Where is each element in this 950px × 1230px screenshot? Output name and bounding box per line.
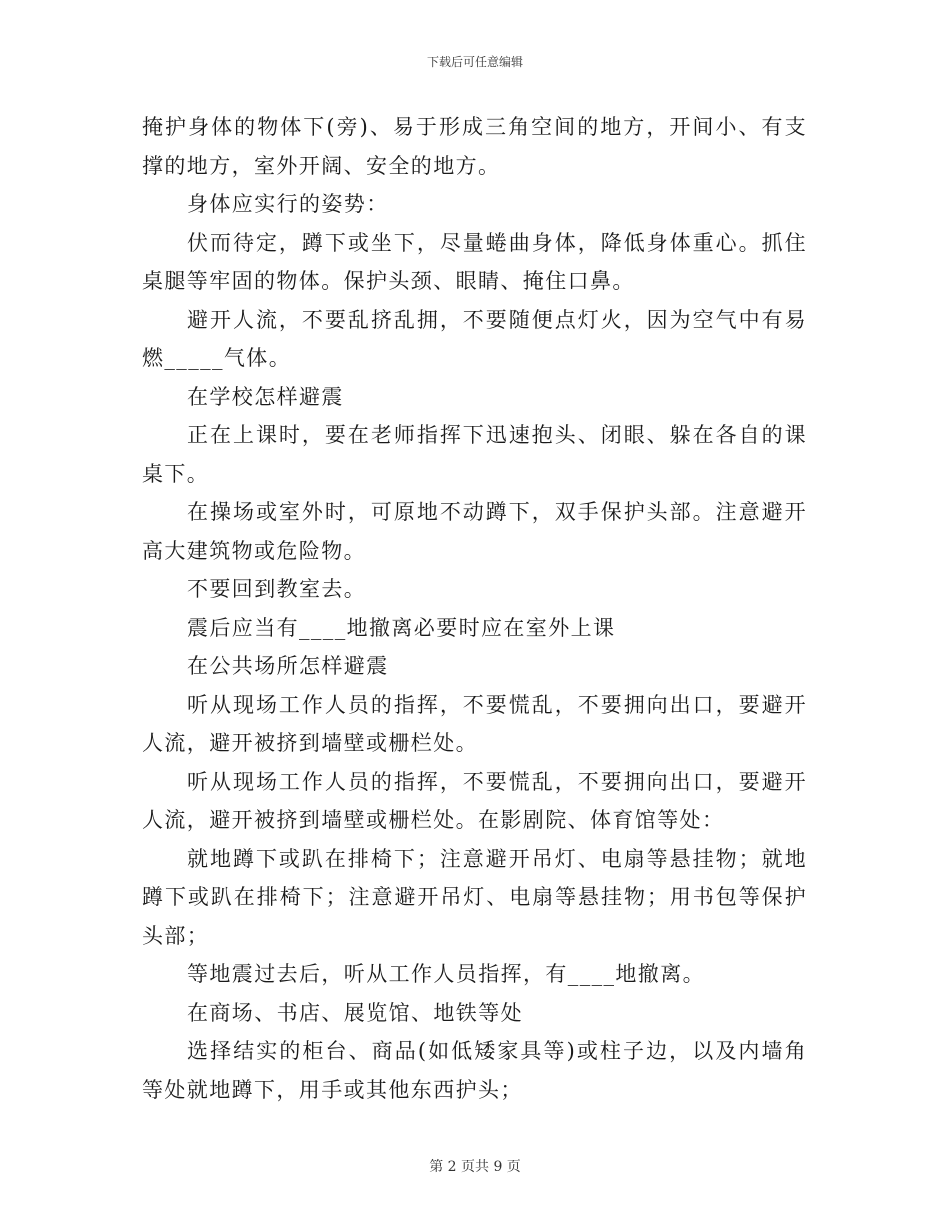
- section-heading-public: 在公共场所怎样避震: [187, 654, 389, 678]
- paragraph-13: 就地蹲下或趴在排椅下；注意避开吊灯、电扇等悬挂物；就地蹲下或趴在排椅下；注意避开吊灯、电扇等悬挂物；用书包等保护头部；: [142, 846, 807, 948]
- paragraph-8: 不要回到教室去。: [187, 577, 367, 601]
- paragraph-1: 掩护身体的物体下(旁)、易于形成三角空间的地方，开间小、有支撑的地方，室外开阔、安全的地方。: [142, 115, 807, 178]
- paragraph-2: 身体应实行的姿势：: [187, 192, 389, 216]
- paragraph-6: 正在上课时，要在老师指挥下迅速抱头、闭眼、躲在各自的课桌下。: [142, 423, 807, 486]
- page-header: 下载后可任意编辑: [426, 55, 523, 69]
- section-heading-mall: 在商场、书店、展览馆、地铁等处: [187, 1000, 523, 1025]
- document-body: [142, 108, 807, 1109]
- paragraph-9: 震后应当有____地撤离必要时应在室外上课: [187, 615, 616, 640]
- page-footer: 第 2 页共 9 页: [429, 1159, 521, 1175]
- paragraph-16: 选择结实的柜台、商品(如低矮家具等)或柱子边，以及内墙角等处就地蹲下，用手或其他东西护头；: [142, 1039, 807, 1102]
- paragraph-3: 伏而待定，蹲下或坐下，尽量蜷曲身体，降低身体重心。抓住桌腿等牢固的物体。保护头颈、眼睛、掩住口鼻。: [142, 230, 807, 293]
- paragraph-14: 等地震过去后，听从工作人员指挥，有____地撤离。: [187, 962, 705, 986]
- section-heading-school: 在学校怎样避震: [187, 384, 344, 409]
- paragraph-11: 听从现场工作人员的指挥，不要慌乱，不要拥向出口，要避开人流，避开被挤到墙壁或栅栏处。: [142, 692, 807, 755]
- paragraph-7: 在操场或室外时，可原地不动蹲下，双手保护头部。注意避开高大建筑物或危险物。: [142, 500, 807, 563]
- paragraph-12: 听从现场工作人员的指挥，不要慌乱，不要拥向出口，要避开人流，避开被挤到墙壁或栅栏处。在影剧院、体育馆等处：: [142, 769, 807, 832]
- paragraph-4: 避开人流，不要乱挤乱拥，不要随便点灯火，因为空气中有易燃_____气体。: [142, 307, 807, 370]
